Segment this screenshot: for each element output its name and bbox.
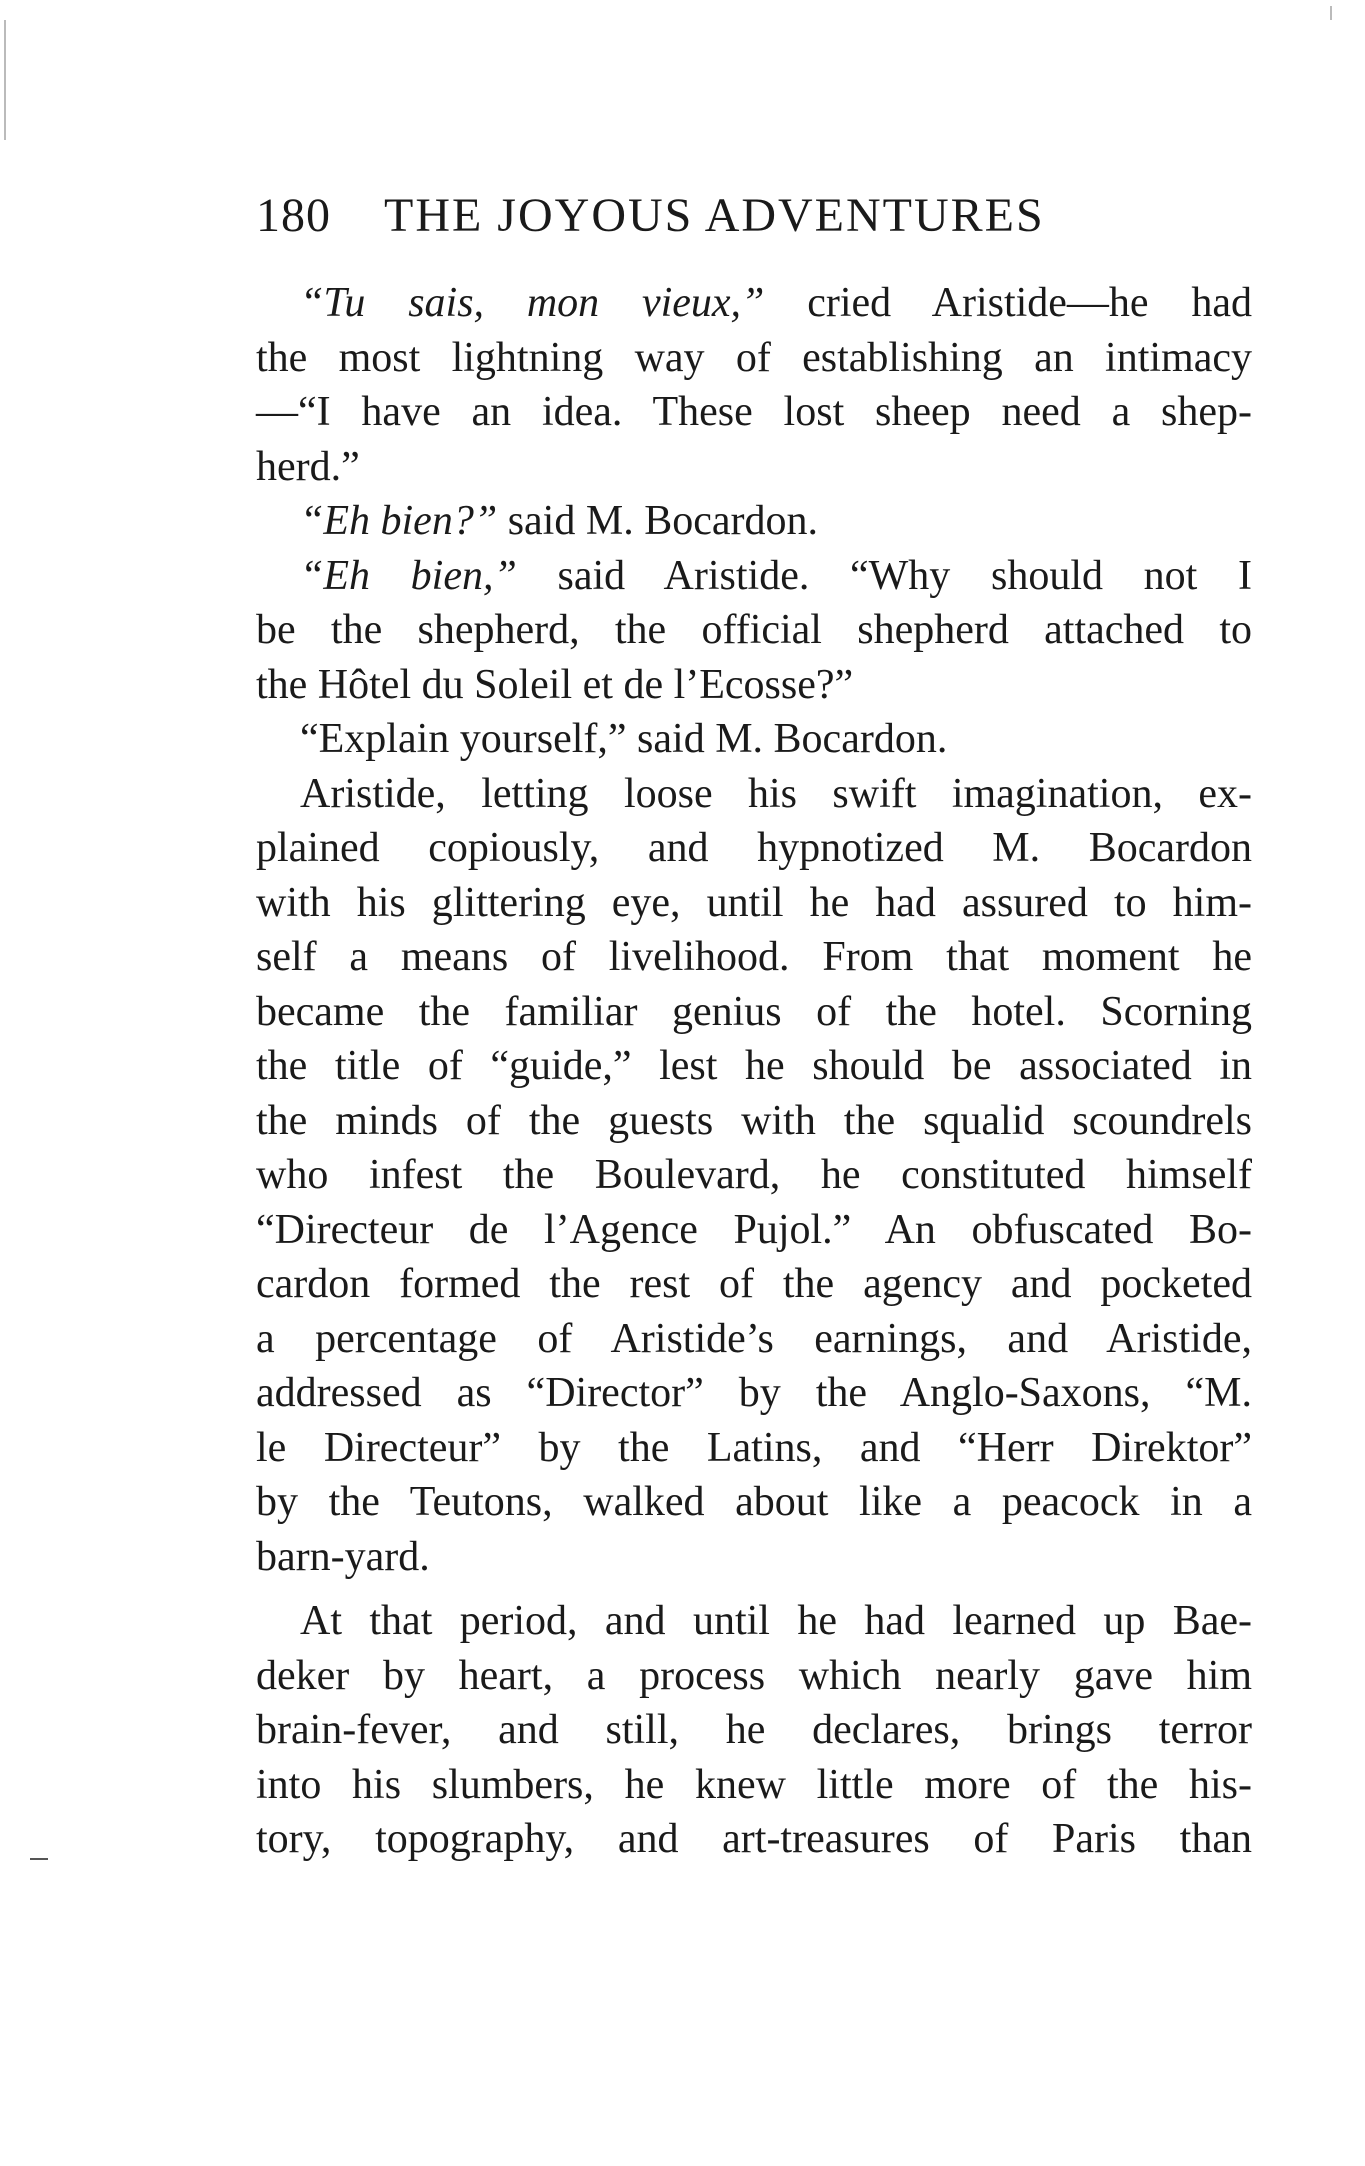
text-line [256, 712, 1252, 767]
text-line [256, 1530, 1252, 1585]
scan-mark [1330, 6, 1332, 20]
paragraph [256, 549, 1252, 713]
text-line [256, 930, 1252, 985]
text-line [256, 1812, 1252, 1867]
page-number: 180 [256, 189, 331, 242]
italic-text-segment: “Tu sais, mon vieux,” [300, 280, 765, 326]
text-segment: Aristide, letting loose his swift imagination, ex- [300, 770, 1252, 817]
text-segment: cardon formed the rest of the agency and pocketed [256, 1261, 1252, 1307]
text-line [256, 1366, 1252, 1421]
text-segment: be the shepherd, the official shepherd attached to [256, 607, 1252, 653]
paragraph [256, 712, 1252, 767]
paragraph [256, 494, 1252, 549]
text-segment: barn-yard. [256, 1533, 430, 1580]
italic-text-segment: “Eh bien,” [300, 552, 517, 599]
scan-mark [4, 20, 6, 140]
text-segment: plained copiously, and hypnotized M. Bocardon [256, 825, 1252, 871]
paragraph [256, 1594, 1252, 1867]
text-segment: “Explain yourself,” said M. Bocardon. [300, 716, 948, 762]
paragraph [256, 767, 1252, 1585]
text-line [256, 1257, 1252, 1312]
text-segment: brain-fever, and still, he declares, brings terror [256, 1707, 1252, 1753]
running-head [256, 188, 1256, 244]
text-line [256, 1312, 1252, 1367]
text-segment: into his slumbers, he knew little more of the his- [256, 1761, 1252, 1808]
text-segment: became the familiar genius of the hotel. Scorning [256, 988, 1252, 1035]
text-line [256, 385, 1252, 440]
text-line [256, 494, 1252, 549]
text-line [256, 876, 1252, 931]
text-segment: self a means of livelihood. From that moment he [256, 934, 1252, 980]
text-line [256, 276, 1252, 331]
text-segment: the minds of the guests with the squalid scoundrels [256, 1097, 1252, 1144]
text-line [256, 1039, 1252, 1094]
text-segment: tory, topography, and art-treasures of Paris than [256, 1816, 1252, 1862]
text-segment: a percentage of Aristide’s earnings, and Aristide, [256, 1315, 1252, 1362]
text-segment: cried Aristide—he had [764, 280, 1253, 326]
text-segment: deker by heart, a process which nearly gave him [256, 1652, 1252, 1699]
text-line [256, 549, 1252, 604]
paragraph [256, 276, 1252, 494]
text-line [256, 1594, 1252, 1649]
text-segment: At that period, and until he had learned up Bae- [300, 1598, 1252, 1644]
text-segment: with his glittering eye, until he had assured to him- [256, 879, 1252, 926]
text-line [256, 658, 1252, 713]
text-line [256, 821, 1252, 876]
text-line [256, 331, 1252, 386]
text-segment: by the Teutons, walked about like a peacock in a [256, 1479, 1252, 1525]
text-line [256, 1703, 1252, 1758]
text-segment: who infest the Boulevard, he constituted himself [256, 1152, 1252, 1198]
text-line [256, 603, 1252, 658]
text-line [256, 1649, 1252, 1704]
text-line [256, 1094, 1252, 1149]
text-segment: said M. Bocardon. [497, 498, 818, 544]
text-line [256, 440, 1252, 495]
text-segment: the most lightning way of establishing an intimacy [256, 334, 1252, 381]
text-line [256, 1421, 1252, 1476]
text-segment: addressed as “Director” by the Anglo-Saxons, “M. [256, 1370, 1252, 1416]
text-segment: said Aristide. “Why should not I [516, 552, 1252, 599]
text-line [256, 1475, 1252, 1530]
text-line [256, 985, 1252, 1040]
text-segment: the Hôtel du Soleil et de l’Ecosse?” [256, 661, 854, 708]
text-segment: “Directeur de l’Agence Pujol.” An obfuscated Bo- [256, 1206, 1252, 1253]
text-line [256, 767, 1252, 822]
text-segment: the title of “guide,” lest he should be associated in [256, 1043, 1252, 1089]
text-line [256, 1203, 1252, 1258]
text-line [256, 1148, 1252, 1203]
scan-mark [30, 1858, 48, 1860]
running-title: THE JOYOUS ADVENTURES [384, 189, 1045, 242]
text-segment: le Directeur” by the Latins, and “Herr Direktor” [256, 1424, 1252, 1471]
italic-text-segment: “Eh bien?” [300, 498, 498, 544]
text-line [256, 1758, 1252, 1813]
text-segment: herd.” [256, 443, 360, 490]
body-text [256, 276, 1252, 1867]
text-segment: —“I have an idea. These lost sheep need a shep- [256, 389, 1252, 435]
